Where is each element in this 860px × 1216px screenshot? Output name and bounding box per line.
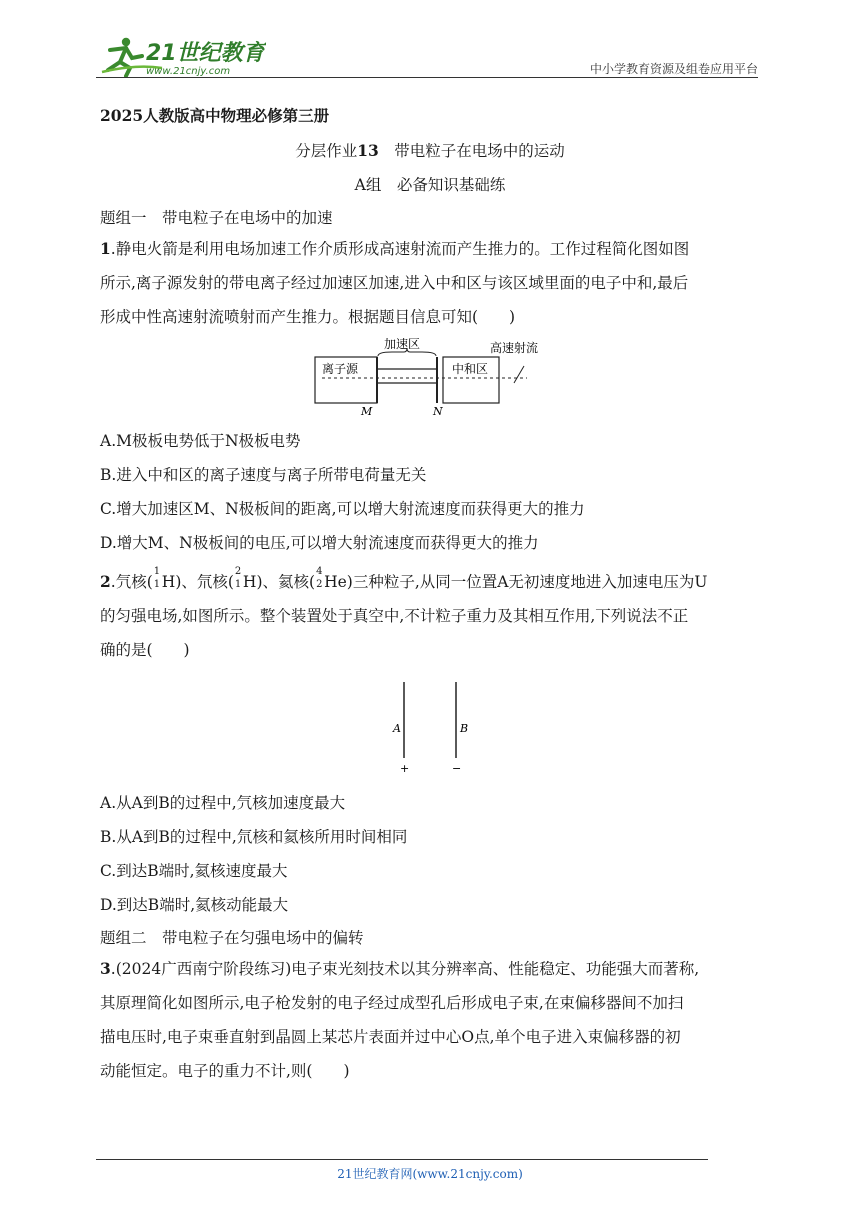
header-platform-text: 中小学教育资源及组卷应用平台 (589, 62, 758, 76)
logo-url: www.21cnjy.com (146, 66, 231, 77)
label-a: A (393, 722, 401, 735)
option-2d: D.到达B端时,氦核动能最大 (100, 896, 289, 914)
logo-21cnjy (96, 34, 266, 78)
question-2-line-1: 2.氕核( 1 1 H)、氘核( 2 1 H)、氦核( 4 2 He)三种粒子,从同一位置A无初速度地进入加速电压为U (100, 566, 708, 591)
label-n: N (433, 405, 443, 418)
option-2c: C.到达B端时,氦核速度最大 (100, 862, 288, 880)
option-1d: D.增大M、N极板间的电压,可以增大射流速度而获得更大的推力 (100, 534, 539, 552)
label-jet: 高速射流 (490, 341, 539, 355)
question-3 (100, 952, 762, 1088)
isotope-helium: 4 2 (316, 566, 323, 590)
label-b: B (460, 722, 469, 735)
figure-parallel-plates (384, 680, 484, 776)
assignment-title: 分层作业13 带电粒子在电场中的运动 (295, 141, 565, 160)
footer-divider (96, 1159, 708, 1160)
isotope-deuterium: 2 1 (234, 566, 242, 590)
question-1-line-2: 所示,离子源发射的带电离子经过加速区加速,进入中和区与该区域里面的电子中和,最后 (100, 274, 689, 292)
option-1c: C.增大加速区M、N极板间的距离,可以增大射流速度而获得更大的推力 (100, 500, 585, 518)
page-header (96, 34, 758, 78)
question-1-options (100, 424, 762, 560)
section-title-2: 题组二 带电粒子在匀强电场中的偏转 (100, 929, 364, 947)
question-1-line-3: 形成中性高速射流喷射而产生推力。根据题目信息可知( ) (100, 308, 516, 326)
question-1 (100, 232, 762, 334)
question-2-line-2: 的匀强电场,如图所示。整个装置处于真空中,不计粒子重力及其相互作用,下列说法不正 (100, 607, 689, 625)
label-minus: − (452, 762, 462, 775)
option-1b: B.进入中和区的离子速度与离子所带电荷量无关 (100, 466, 427, 484)
label-accel-zone: 加速区 (384, 338, 421, 351)
option-2a: A.从A到B的过程中,氕核加速度最大 (100, 794, 346, 812)
question-3-line-4: 动能恒定。电子的重力不计,则( ) (100, 1062, 350, 1080)
figure-electrostatic-rocket (312, 338, 562, 418)
label-m: M (361, 405, 373, 418)
question-3-line-1: 3.(2024广西南宁阶段练习)电子束光刻技术以其分辨率高、性能稳定、功能强大而著称, (100, 959, 700, 978)
header-divider (96, 77, 758, 78)
label-plus: + (400, 762, 410, 775)
series-title: 2025人教版高中物理必修第三册 (100, 106, 330, 125)
question-3-line-3: 描电压时,电子束垂直射到晶圆上某芯片表面并过中心O点,单个电子进入束偏移器的初 (100, 1028, 681, 1046)
footer-link[interactable]: 21世纪教育网(www.21cnjy.com) (337, 1167, 523, 1181)
question-2-options (100, 786, 762, 922)
label-ion-source: 离子源 (322, 362, 359, 376)
option-2b: B.从A到B的过程中,氘核和氦核所用时间相同 (100, 828, 408, 846)
logo-text: 21世纪教育 (146, 41, 265, 66)
label-neutral-zone: 中和区 (452, 362, 489, 376)
question-2-line-3: 确的是( ) (100, 641, 190, 659)
group-title: A组 必备知识基础练 (354, 176, 506, 194)
section-title-1: 题组一 带电粒子在电场中的加速 (100, 209, 333, 227)
question-1-line-1: 1.静电火箭是利用电场加速工作介质形成高速射流而产生推力的。工作过程简化图如图 (100, 239, 690, 258)
option-1a: A.M极板电势低于N极板电势 (100, 432, 301, 450)
question-2 (100, 565, 762, 667)
isotope-protium: 1 1 (153, 566, 161, 590)
question-3-line-2: 其原理简化如图所示,电子枪发射的电子经过成型孔后形成电子束,在束偏移器间不加扫 (100, 994, 684, 1012)
